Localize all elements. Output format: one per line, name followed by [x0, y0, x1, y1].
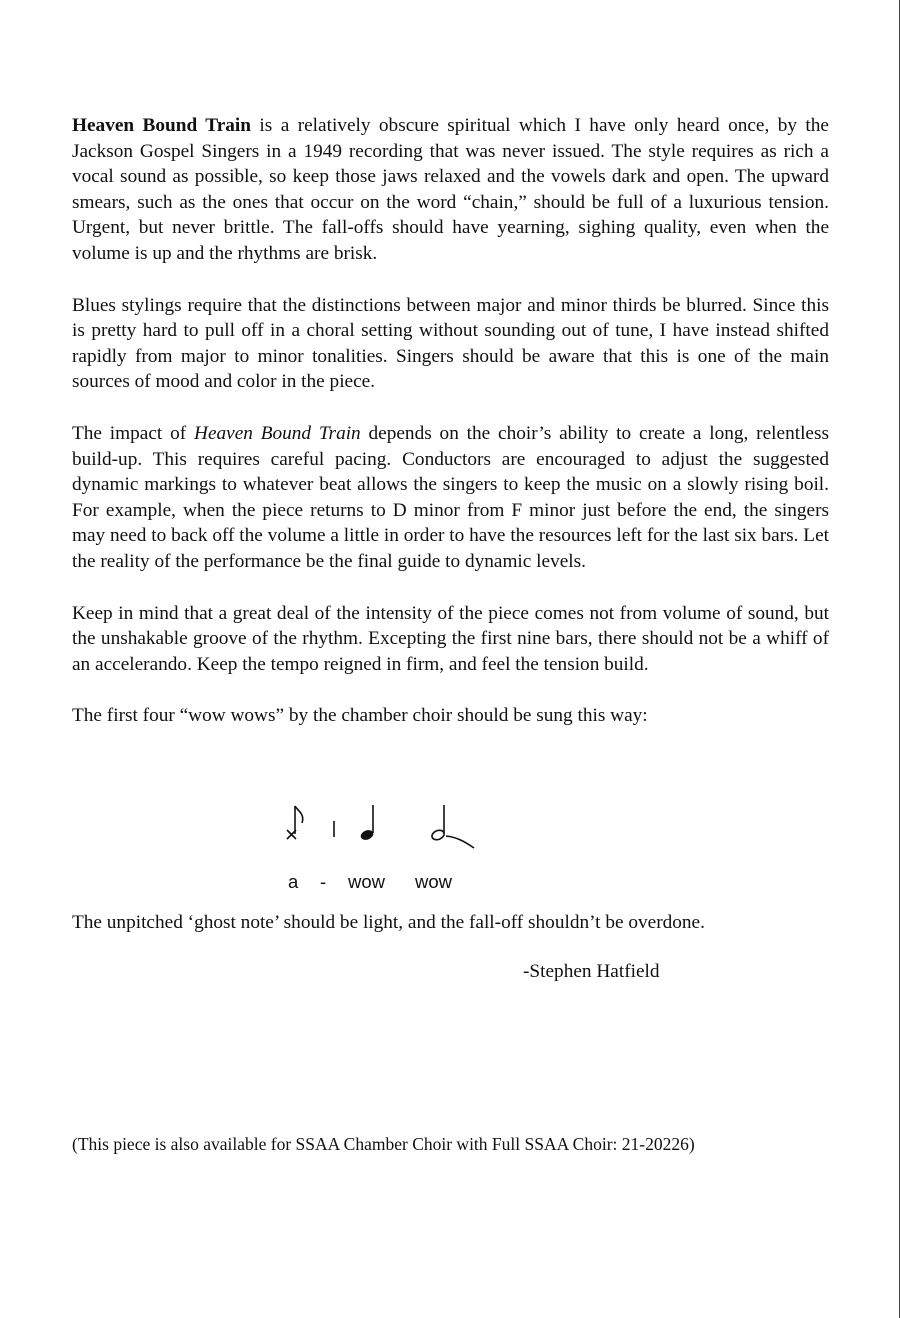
quarter-note-icon	[359, 805, 374, 842]
syllable-wow-2: wow	[415, 871, 453, 892]
paragraph-1	[72, 113, 829, 267]
paragraph-2: Blues stylings require that the distinctions between major and minor thirds be blurred. Since this is pretty hard to pull off in a choral setting without sounding out of tune, I have instead shifted rapidly from major to minor tonalities. Singers should be aware that this is one of the main sources of mood and color in the piece.	[72, 294, 829, 393]
piece-title-italic: Heaven Bound Train	[194, 422, 361, 444]
paragraph-5: The first four “wow wows” by the chamber choir should be sung this way:	[72, 705, 648, 727]
piece-title-bold: Heaven Bound Train	[72, 115, 251, 136]
syllable-a: a	[288, 871, 299, 892]
paragraph-3-post: depends on the choir’s ability to create a long, relentless build-up. This requires careful pacing. Conductors are encouraged to adjust the suggested dynamic markings to whatever beat allows the singers to keep the music on a slowly rising boil. For example, when the piece returns to D minor from F minor just before the end, the singers may need to back off the volume a little in order to have the resources left for the last six bars. Let the reality of the performance be the final guide to dynamic levels.	[72, 422, 829, 572]
paragraph-3	[72, 421, 829, 575]
paragraph-4: Keep in mind that a great deal of the intensity of the piece comes not from volume of sound, but the unshakable groove of the rhythm. Excepting the first nine bars, there should not be a whiff of an accelerando. Keep the tempo reigned in firm, and feel the tension build.	[72, 602, 829, 675]
performance-notes	[72, 113, 829, 755]
paragraph-3-pre: The impact of	[72, 422, 195, 444]
paragraph-1-text: is a relatively obscure spiritual which I have only heard once, by the Jackson Gospel Singers in a 1949 recording that was never issued. The style requires as rich a vocal sound as possible, so keep those jaws relaxed and the vowels dark and open. The upward smears, such as the ones that occur on the word “chain,” should be full of a luxurious tension. Urgent, but never brittle. The fall-offs should have yearning, sighing quality, even when the volume is up and the rhythms are brisk.	[72, 115, 829, 264]
availability-footnote: (This piece is also available for SSAA Chamber Choir with Full SSAA Choir: 21-20226)	[72, 1134, 695, 1154]
author-signature: -Stephen Hatfield	[523, 961, 660, 982]
ghost-note-instruction: The unpitched ‘ghost note’ should be light, and the fall-off shouldn’t be overdone.	[72, 912, 705, 933]
ghost-eighth-note-icon	[287, 806, 303, 839]
syllable-dash: -	[320, 871, 327, 892]
half-note-falloff-icon	[431, 805, 474, 848]
syllable-wow-1: wow	[348, 871, 386, 892]
